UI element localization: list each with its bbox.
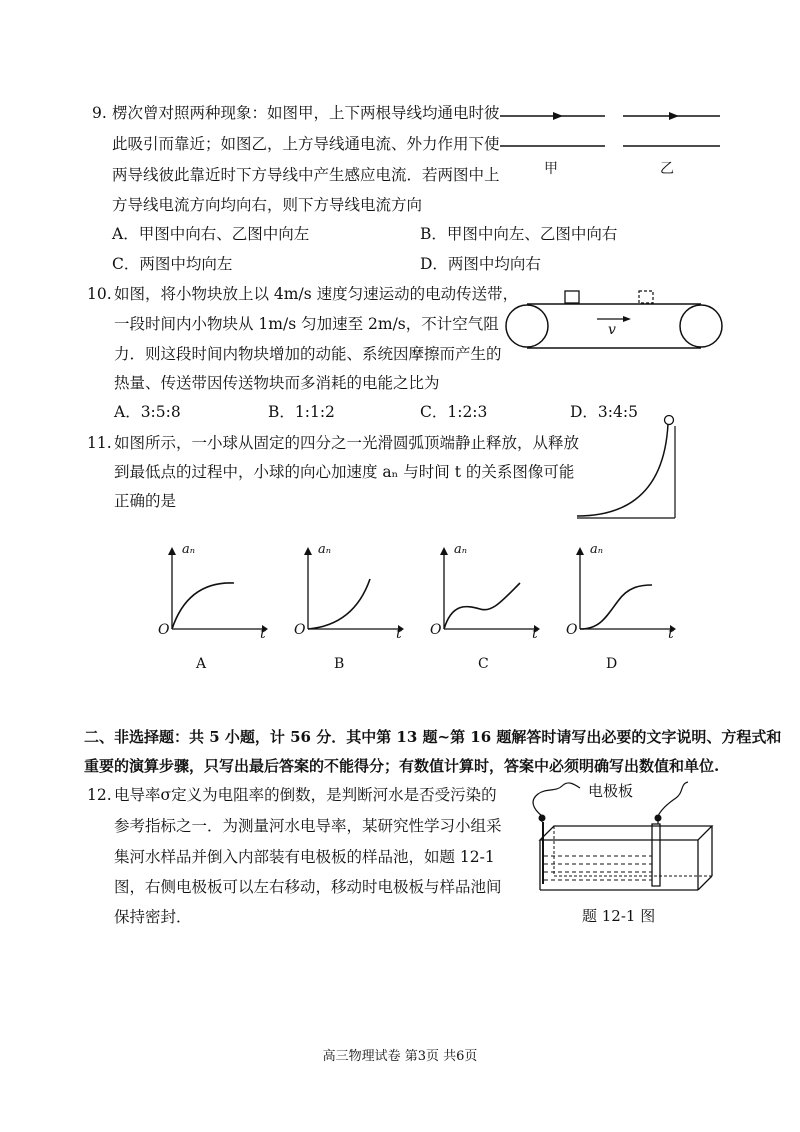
q9-number: 9.	[92, 104, 107, 122]
q12-text-line-4: 图，右侧电极板可以左右移动，移动时电极板与样品池间	[114, 878, 502, 896]
q9-option-a: A．甲图中向右、乙图中向左	[112, 225, 310, 243]
q10-text-line-2: 一段时间内小物块从 1m/s 匀加速至 2m/s，不计空气阻	[114, 315, 499, 333]
section-2-heading-line-2: 重要的演算步骤，只写出最后答案的不能得分；有数值计算时，答案中必须明确写出数值和单位.	[84, 757, 720, 775]
q10-option-d: D．3:4:5	[570, 403, 638, 421]
q11-text-line-3: 正确的是	[114, 492, 177, 510]
section-2-heading-line-1: 二、非选择题：共 5 小题，计 56 分．其中第 13 题~第 16 题解答时请写出必要的文字说明、方程式和	[84, 728, 782, 746]
q10-option-a: A．3:5:8	[114, 403, 181, 421]
q11-arc-figure	[575, 412, 695, 522]
q11-text-line-1: 如图所示，一小球从固定的四分之一光滑圆弧顶端静止释放，从释放	[114, 434, 580, 452]
q12-number: 12.	[87, 786, 112, 804]
q9-option-c: C．两图中均向左	[112, 255, 233, 273]
q11-graph-d-ylabel: aₙ	[590, 542, 604, 557]
q12-figure-caption: 题 12-1 图	[582, 907, 656, 925]
q9-text-line-1: 楞次曾对照两种现象：如图甲，上下两根导线均通电时彼	[112, 104, 500, 122]
q12-text-line-2: 参考指标之一．为测量河水电导率，某研究性学习小组采	[114, 817, 502, 835]
q12-electrode-label: 电极板	[588, 782, 634, 800]
q11-graph-b-caption: B	[334, 656, 345, 672]
q11-graph-a-caption: A	[196, 656, 207, 672]
q9-text-line-2: 此吸引而靠近；如图乙，上方导线通电流、外力作用下使	[112, 135, 500, 153]
q11-graph-d	[566, 545, 676, 635]
q11-graph-d-xlabel: t	[668, 626, 674, 642]
q11-graph-b-xlabel: t	[396, 626, 402, 642]
q10-velocity-label: v	[608, 322, 616, 338]
q11-graph-d-origin: O	[566, 622, 578, 638]
q9-option-d: D．两图中均向右	[420, 255, 541, 273]
q10-option-c: C．1:2:3	[420, 403, 488, 421]
q9-text-line-4: 方导线电流方向均向右，则下方导线电流方向	[112, 196, 423, 214]
q12-text-line-5: 保持密封．	[114, 908, 192, 926]
q11-graph-a-origin: O	[158, 622, 170, 638]
q10-text-line-3: 力．则这段时间内物块增加的动能、系统因摩擦而产生的	[114, 345, 502, 363]
q11-graph-c	[430, 545, 540, 635]
q11-graph-c-xlabel: t	[532, 626, 538, 642]
q11-text-line-2: 到最低点的过程中，小球的向心加速度 aₙ 与时间 t 的关系图像可能	[114, 463, 575, 481]
q9-option-b: B．甲图中向左、乙图中向右	[420, 225, 618, 243]
q11-graph-a	[158, 545, 268, 635]
q11-graph-a-ylabel: aₙ	[182, 542, 196, 557]
q11-graph-c-caption: C	[478, 656, 489, 672]
q11-number: 11.	[87, 434, 112, 452]
q10-text-line-1: 如图，将小物块放上以 4m/s 速度匀速运动的电动传送带，	[114, 285, 519, 303]
q11-graph-b-ylabel: aₙ	[318, 542, 332, 557]
q11-graph-c-ylabel: aₙ	[454, 542, 468, 557]
q11-graph-b-origin: O	[294, 622, 306, 638]
q11-graph-c-origin: O	[430, 622, 442, 638]
q10-number: 10.	[87, 285, 112, 303]
q12-text-line-1: 电导率σ定义为电阻率的倒数，是判断河水是否受污染的	[114, 786, 497, 804]
q12-text-line-3: 集河水样品并倒入内部装有电极板的样品池，如题 12-1	[114, 848, 495, 866]
q9-figure-wires	[495, 100, 735, 160]
q10-option-b: B．1:1:2	[268, 403, 335, 421]
q9-text-line-3: 两导线彼此靠近时下方导线中产生感应电流．若两图中上	[112, 166, 500, 184]
q9-fig-label-yi: 乙	[660, 161, 674, 177]
q11-graph-a-xlabel: t	[260, 626, 266, 642]
q11-graph-b	[294, 545, 404, 635]
q9-fig-label-jia: 甲	[544, 161, 558, 177]
q11-graph-d-caption: D	[606, 656, 618, 672]
q10-text-line-4: 热量、传送带因传送物块而多消耗的电能之比为	[114, 374, 440, 392]
page-footer: 高三物理试卷 第3页 共6页	[322, 1049, 478, 1064]
